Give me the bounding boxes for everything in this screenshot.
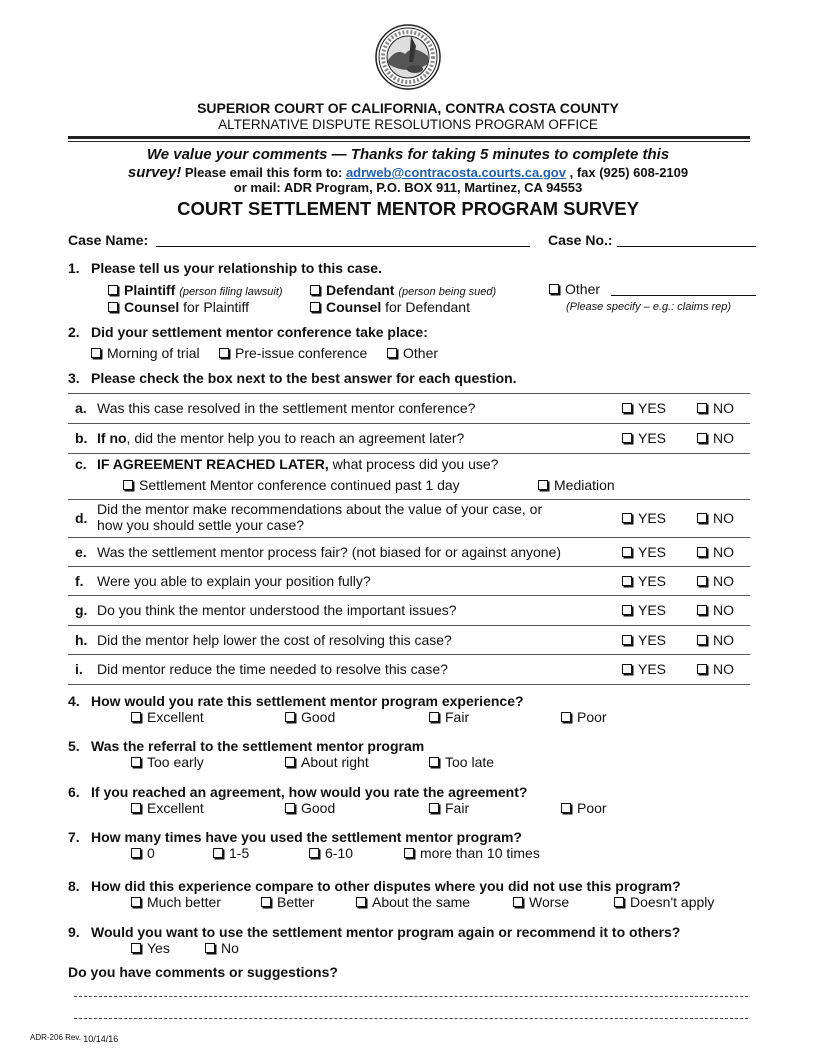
no-option[interactable] <box>697 602 734 618</box>
option-label: Mediation <box>554 477 615 493</box>
checkbox[interactable] <box>91 348 101 358</box>
option-label: YES <box>638 510 667 526</box>
option-label: Much better <box>147 894 221 910</box>
row-letter: b. <box>75 430 88 446</box>
q8-text: How did this experience compare to other disputes where you did not use this program? <box>91 878 681 894</box>
q4-option-excellent[interactable] <box>131 709 204 725</box>
q4-option-good[interactable] <box>285 709 335 725</box>
q9-number: 9. <box>68 924 80 940</box>
office-name: ALTERNATIVE DISPUTE RESOLUTIONS PROGRAM OFFICE <box>218 117 598 132</box>
option-other[interactable] <box>549 281 600 297</box>
yes-option[interactable] <box>622 544 666 560</box>
case-no-label: Case No.: <box>548 232 613 248</box>
note: (person filing lawsuit) <box>179 286 283 298</box>
no-option[interactable] <box>697 400 734 416</box>
case-name-field[interactable] <box>156 246 530 247</box>
no-option[interactable] <box>697 573 734 589</box>
option-label: Too late <box>445 754 495 770</box>
option-label: About right <box>301 754 369 770</box>
q2-number: 2. <box>68 324 80 340</box>
row-question-bold: If no <box>97 430 127 446</box>
q6-option-good[interactable] <box>285 800 335 816</box>
checkbox[interactable] <box>697 576 707 586</box>
q9-option-no[interactable] <box>205 940 239 956</box>
checkbox[interactable] <box>310 302 320 312</box>
checkbox[interactable] <box>404 848 414 858</box>
revision-date: 10/14/16 <box>83 1034 119 1044</box>
option-label: Worse <box>529 894 570 910</box>
checkbox[interactable] <box>697 664 707 674</box>
comments-line-1[interactable] <box>74 996 748 997</box>
intro-line2 <box>0 164 816 181</box>
no-option[interactable] <box>697 430 734 446</box>
q2-option-morning[interactable] <box>91 345 200 361</box>
intro-survey: survey! <box>127 164 182 181</box>
checkbox[interactable] <box>622 576 632 586</box>
option-label: Doesn't apply <box>630 894 715 910</box>
checkbox[interactable] <box>513 897 523 907</box>
q2-option-preissue[interactable] <box>219 345 367 361</box>
option-label: 6-10 <box>325 845 354 861</box>
row-question <box>97 544 561 560</box>
q6-text: If you reached an agreement, how would you rate the agreement? <box>91 784 528 800</box>
checkbox[interactable] <box>131 848 141 858</box>
checkbox[interactable] <box>309 848 319 858</box>
case-no-field[interactable] <box>617 246 756 247</box>
checkbox[interactable] <box>697 433 707 443</box>
label: Other <box>403 345 439 361</box>
row-question <box>97 661 448 677</box>
q8-number: 8. <box>68 878 80 894</box>
row-question-text: Were you able to explain your position fully? <box>97 573 371 589</box>
table-row-e <box>68 538 750 567</box>
row-question-text: Do you think the mentor understood the important issues? <box>97 602 457 618</box>
option-plaintiff[interactable] <box>108 282 283 298</box>
option-label: NO <box>713 602 734 618</box>
q8-option-better[interactable] <box>261 894 314 910</box>
yes-option[interactable] <box>622 602 666 618</box>
option-label: NO <box>713 400 734 416</box>
row-letter: a. <box>75 400 87 416</box>
q4-option-poor[interactable] <box>561 709 607 725</box>
row-letter: h. <box>75 632 88 648</box>
q2-option-other[interactable] <box>387 345 438 361</box>
q9-option-yes[interactable] <box>131 940 170 956</box>
option-counsel-defendant[interactable] <box>310 299 470 315</box>
label: Pre-issue conference <box>235 345 368 361</box>
row-letter: i. <box>75 661 83 677</box>
q7-option-6-10[interactable] <box>309 845 353 861</box>
checkbox[interactable] <box>387 348 397 358</box>
checkbox[interactable] <box>622 513 632 523</box>
q7-text: How many times have you used the settlement mentor program? <box>91 829 522 845</box>
option-label: 0 <box>147 845 155 861</box>
option-label: YES <box>638 400 667 416</box>
q5-option-too-early[interactable] <box>131 754 204 770</box>
no-option[interactable] <box>697 510 734 526</box>
option-label: YES <box>638 632 667 648</box>
comments-label: Do you have comments or suggestions? <box>68 964 338 980</box>
row-question-text: Did mentor reduce the time needed to resolve this case? <box>97 661 448 677</box>
checkbox[interactable] <box>429 757 439 767</box>
option-label: Too early <box>147 754 204 770</box>
option-continued[interactable] <box>123 477 460 493</box>
row-question <box>97 430 464 446</box>
q8-option-much-better[interactable] <box>131 894 221 910</box>
option-counsel-plaintiff[interactable] <box>108 299 249 315</box>
comments-line-2[interactable] <box>74 1018 748 1019</box>
row-question <box>97 573 371 589</box>
intro-email-prompt: Please email this form to: <box>181 165 346 180</box>
option-label: Settlement Mentor conference continued past 1 day <box>139 477 460 493</box>
label: Counsel <box>124 299 180 315</box>
checkbox[interactable] <box>285 712 295 722</box>
checkbox[interactable] <box>131 897 141 907</box>
q1-number: 1. <box>68 260 80 276</box>
q5-text: Was the referral to the settlement mentor program <box>91 738 425 754</box>
option-label: YES <box>638 430 667 446</box>
table-row-b <box>68 424 750 454</box>
q5-number: 5. <box>68 738 80 754</box>
row-question <box>97 501 542 533</box>
option-label: Good <box>301 709 336 725</box>
option-label: NO <box>713 430 734 446</box>
option-label: YES <box>638 544 667 560</box>
option-label: YES <box>638 573 667 589</box>
q6-option-poor[interactable] <box>561 800 607 816</box>
row-question <box>97 400 475 416</box>
row-question-bold: IF AGREEMENT REACHED LATER, <box>97 456 329 472</box>
row-question-text: Was this case resolved in the settlement mentor conference? <box>97 400 476 416</box>
q2-text: Did your settlement mentor conference take place: <box>91 324 428 340</box>
q7-option-1-5[interactable] <box>213 845 249 861</box>
q8-option-doesn-t-apply[interactable] <box>614 894 714 910</box>
checkbox[interactable] <box>123 480 133 490</box>
checkbox[interactable] <box>131 803 141 813</box>
option-label: Excellent <box>147 709 204 725</box>
checkbox[interactable] <box>622 605 632 615</box>
option-defendant[interactable] <box>310 282 496 298</box>
label: Other <box>565 281 601 297</box>
option-label: 1-5 <box>229 845 250 861</box>
yes-option[interactable] <box>622 661 666 677</box>
q5-option-about-right[interactable] <box>285 754 369 770</box>
page-title: COURT SETTLEMENT MENTOR PROGRAM SURVEY <box>177 198 639 219</box>
label: Counsel <box>326 299 382 315</box>
court-name: SUPERIOR COURT OF CALIFORNIA, CONTRA COSTA COUNTY <box>197 100 619 116</box>
checkbox[interactable] <box>622 547 632 557</box>
q3-table <box>68 393 750 685</box>
option-label: YES <box>638 661 667 677</box>
checkbox[interactable] <box>561 803 571 813</box>
other-specify-field[interactable] <box>611 295 756 296</box>
checkbox[interactable] <box>219 348 229 358</box>
checkbox[interactable] <box>622 664 632 674</box>
option-label: YES <box>638 602 667 618</box>
email-link[interactable]: adrweb@contracosta.courts.ca.gov <box>345 165 566 180</box>
q4-option-fair[interactable] <box>429 709 469 725</box>
table-row-c <box>68 454 750 500</box>
other-hint: (Please specify – e.g.: claims rep) <box>566 301 732 313</box>
checkbox[interactable] <box>205 943 215 953</box>
no-option[interactable] <box>697 544 734 560</box>
checkbox[interactable] <box>429 712 439 722</box>
checkbox[interactable] <box>622 433 632 443</box>
intro-mail: or mail: ADR Program, P.O. BOX 911, Martinez, CA 94553 <box>233 180 583 195</box>
checkbox[interactable] <box>622 635 632 645</box>
q4-text: How would you rate this settlement mentor program experience? <box>91 693 524 709</box>
option-label: NO <box>713 510 734 526</box>
q1-text: Please tell us your relationship to this case. <box>91 260 382 276</box>
q6-option-fair[interactable] <box>429 800 469 816</box>
q7-option-0[interactable] <box>131 845 155 861</box>
option-label: Poor <box>577 800 607 816</box>
label-suffix: for Plaintiff <box>179 299 250 315</box>
option-label: Excellent <box>147 800 204 816</box>
option-label: About the same <box>372 894 471 910</box>
yes-option[interactable] <box>622 632 666 648</box>
q8-option-worse[interactable] <box>513 894 569 910</box>
header-divider <box>68 136 750 142</box>
no-option[interactable] <box>697 632 734 648</box>
checkbox[interactable] <box>538 480 548 490</box>
yes-option[interactable] <box>622 400 666 416</box>
checkbox[interactable] <box>108 302 118 312</box>
yes-option[interactable] <box>622 573 666 589</box>
q4-number: 4. <box>68 693 80 709</box>
state-seal-logo <box>375 24 441 90</box>
no-option[interactable] <box>697 661 734 677</box>
checkbox[interactable] <box>614 897 624 907</box>
checkbox[interactable] <box>697 605 707 615</box>
checkbox[interactable] <box>697 635 707 645</box>
checkbox[interactable] <box>285 803 295 813</box>
q5-option-too-late[interactable] <box>429 754 494 770</box>
option-label: Fair <box>445 800 470 816</box>
q6-number: 6. <box>68 784 80 800</box>
row-question-text: Did the mentor help lower the cost of resolving this case? <box>97 632 452 648</box>
form-id: ADR-206 Rev. <box>30 1033 84 1042</box>
option-label: Good <box>301 800 336 816</box>
checkbox[interactable] <box>697 403 707 413</box>
case-name-label: Case Name: <box>68 232 149 248</box>
row-question-text: Did the mentor make recommendations about the value of your case, or <box>97 501 543 517</box>
row-letter: e. <box>75 544 87 560</box>
table-row-h <box>68 626 750 655</box>
q6-option-excellent[interactable] <box>131 800 204 816</box>
checkbox[interactable] <box>549 284 559 294</box>
intro-fax: , fax (925) 608-2109 <box>565 165 689 180</box>
option-label: No <box>221 940 239 956</box>
row-question-text: what process did you use? <box>328 456 499 472</box>
label: Morning of trial <box>107 345 200 361</box>
row-question-text: Was the settlement mentor process fair? (not biased for or against anyone) <box>97 544 562 560</box>
option-label: Fair <box>445 709 470 725</box>
row-question-text: , did the mentor help you to reach an agreement later? <box>126 430 465 446</box>
table-row-g <box>68 596 750 626</box>
table-row-d <box>68 500 750 538</box>
q7-number: 7. <box>68 829 80 845</box>
checkbox[interactable] <box>261 897 271 907</box>
row-question-text-2: how you should settle your case? <box>97 517 305 533</box>
option-mediation[interactable] <box>538 477 615 493</box>
checkbox[interactable] <box>131 757 141 767</box>
row-question <box>97 456 498 472</box>
checkbox[interactable] <box>697 513 707 523</box>
q3-text: Please check the box next to the best answer for each question. <box>91 370 517 386</box>
q9-text: Would you want to use the settlement mentor program again or recommend it to others? <box>91 924 681 940</box>
checkbox[interactable] <box>285 757 295 767</box>
checkbox[interactable] <box>697 547 707 557</box>
q8-option-about-the-same[interactable] <box>356 894 470 910</box>
checkbox[interactable] <box>429 803 439 813</box>
label: Plaintiff <box>124 282 176 298</box>
checkbox[interactable] <box>131 712 141 722</box>
label-suffix: for Defendant <box>381 299 470 315</box>
checkbox[interactable] <box>561 712 571 722</box>
checkbox[interactable] <box>356 897 366 907</box>
option-label: NO <box>713 544 734 560</box>
q3-number: 3. <box>68 370 80 386</box>
label: Defendant <box>326 282 395 298</box>
option-label: NO <box>713 632 734 648</box>
yes-option[interactable] <box>622 510 666 526</box>
option-label: Better <box>277 894 315 910</box>
row-letter: d. <box>75 510 88 526</box>
row-question <box>97 632 452 648</box>
checkbox[interactable] <box>108 285 118 295</box>
q7-option-more-than-10-times[interactable] <box>404 845 540 861</box>
checkbox[interactable] <box>131 943 141 953</box>
row-letter: g. <box>75 602 88 618</box>
intro-line1: We value your comments — Thanks for taking 5 minutes to complete this <box>146 146 670 163</box>
note: (person being sued) <box>398 286 497 298</box>
yes-option[interactable] <box>622 430 666 446</box>
option-label: NO <box>713 573 734 589</box>
checkbox[interactable] <box>622 403 632 413</box>
row-question <box>97 602 457 618</box>
checkbox[interactable] <box>310 285 320 295</box>
checkbox[interactable] <box>213 848 223 858</box>
option-label: NO <box>713 661 734 677</box>
row-letter: c. <box>75 456 87 472</box>
row-letter: f. <box>75 573 84 589</box>
option-label: Poor <box>577 709 607 725</box>
form-number <box>30 1032 118 1042</box>
option-label: Yes <box>147 940 170 956</box>
table-row-a <box>68 394 750 424</box>
table-row-i <box>68 655 750 685</box>
option-label: more than 10 times <box>420 845 540 861</box>
table-row-f <box>68 567 750 596</box>
